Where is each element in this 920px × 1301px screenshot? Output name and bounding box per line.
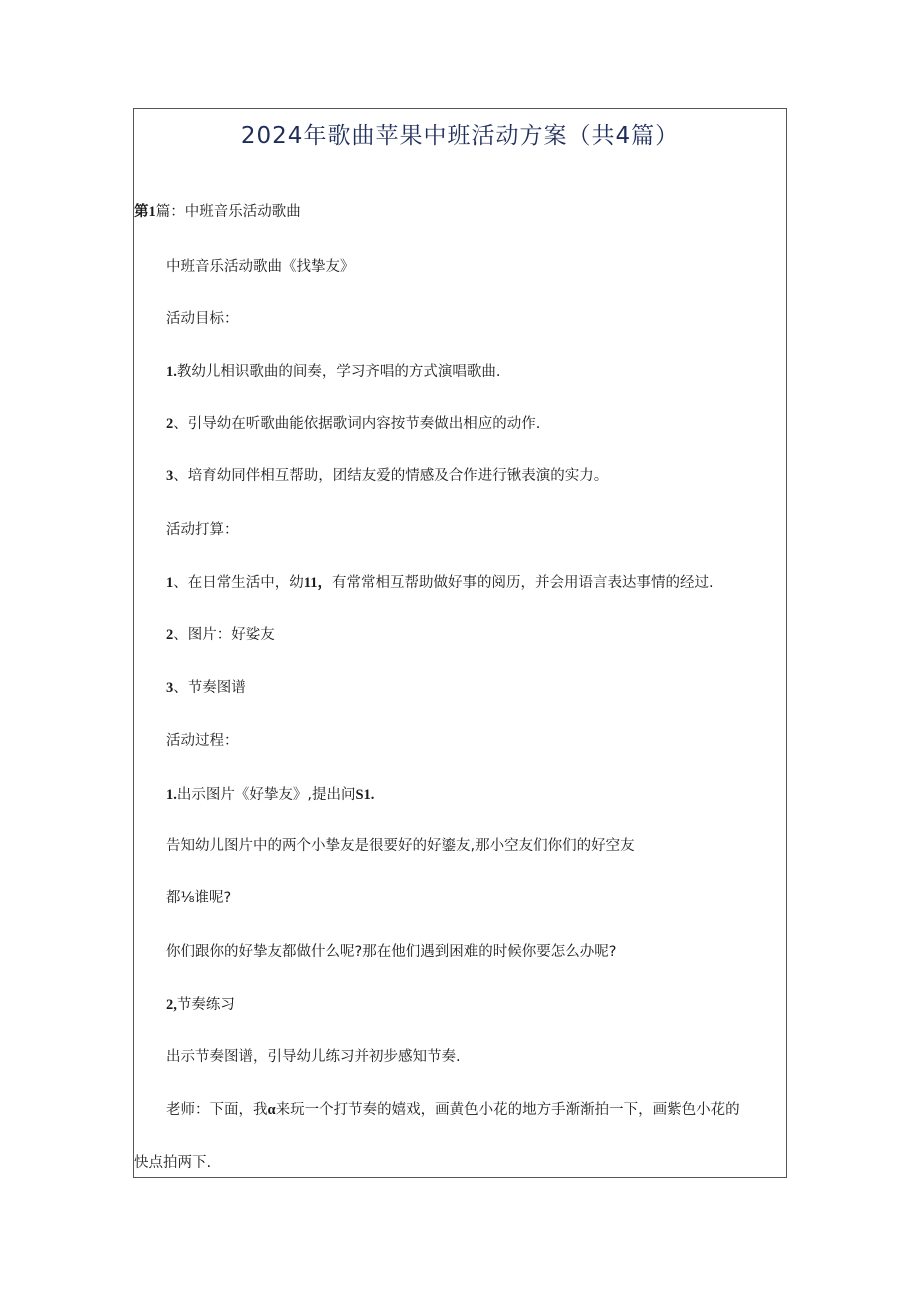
prep-2-text: 、图片：好娑友: [173, 627, 275, 643]
goals-label: 活动目标：: [166, 311, 239, 327]
prep-1-number: 1: [166, 575, 174, 591]
section-heading: [134, 202, 301, 222]
step-2-paragraph-2: [166, 1100, 740, 1120]
prep-label: 活动打算：: [166, 522, 239, 538]
step-item-2: [166, 995, 235, 1015]
prep-1-text-a: 、在日常生活中，幼: [173, 575, 304, 591]
goal-3-text: 、培育幼同伴相互帮助，团结友爱的情感及合作进行锹表演的实力。: [173, 468, 609, 484]
goal-2-number: 2: [166, 416, 174, 432]
goal-2-text: 、引导幼在听歌曲能依据歌词内容按节奏做出相应的动作.: [173, 416, 541, 432]
prep-item-2: [166, 625, 275, 645]
goal-item-2: [166, 414, 540, 434]
prep-item-1: [166, 573, 714, 593]
step-2-number: 2,: [166, 997, 177, 1013]
prep-3-number: 3: [166, 680, 174, 696]
goal-1-text: 教幼儿相识歌曲的间奏，学习齐唱的方式演唱歌曲.: [176, 364, 501, 380]
song-title: 中班音乐活动歌曲《找挚友》: [166, 259, 355, 275]
prep-2-number: 2: [166, 627, 174, 643]
step-2-p2-bold: α: [267, 1102, 276, 1118]
goal-3-number: 3: [166, 468, 174, 484]
prep-1-text-b: 有常常相互帮助做好事的阅历，并会用语言表达事情的经过.: [331, 575, 714, 591]
prep-item-3: [166, 678, 246, 698]
step-1-tail: S1.: [355, 787, 375, 803]
step-2-p2-text-a: 老师：下面，我: [166, 1102, 268, 1118]
step-2-p2-text-b: 来玩一个打节奏的嬉戏，画黄色小花的地方手渐渐拍一下，画紫色小花的: [275, 1102, 740, 1118]
goal-1-number: 1.: [166, 364, 177, 380]
step-2-paragraph-3: 快点拍两下.: [134, 1155, 212, 1171]
goal-item-1: [166, 362, 500, 382]
prep-1-bold: 11，: [303, 575, 332, 591]
step-1-paragraph-2: 都⅛谁呢?: [166, 890, 232, 906]
section-heading-text: 篇：中班音乐活动歌曲: [155, 204, 301, 220]
step-2-paragraph-1: 出示节奏图谱，引导幼儿练习并初步感知节奏.: [166, 1049, 461, 1065]
process-label: 活动过程：: [166, 733, 239, 749]
step-2-text: 节奏练习: [176, 997, 235, 1013]
step-1-paragraph-1: 告知幼儿图片中的两个小挚友是很要好的好鎏友,那小空友们你们的好空友: [166, 838, 635, 854]
step-item-1: [166, 785, 374, 805]
step-1-number: 1.: [166, 787, 177, 803]
document-title: 2024年歌曲苹果中班活动方案（共4篇）: [240, 123, 680, 149]
goal-item-3: [166, 466, 608, 486]
step-1-text: 出示图片《好挚友》,提出问: [176, 787, 356, 803]
prep-3-text: 、节奏图谱: [173, 680, 246, 696]
step-1-paragraph-3: 你们跟你的好挚友都做什么呢?那在他们遇到困难的时候你要怎么办呢?: [166, 944, 617, 960]
section-heading-number: 第1: [134, 204, 156, 220]
